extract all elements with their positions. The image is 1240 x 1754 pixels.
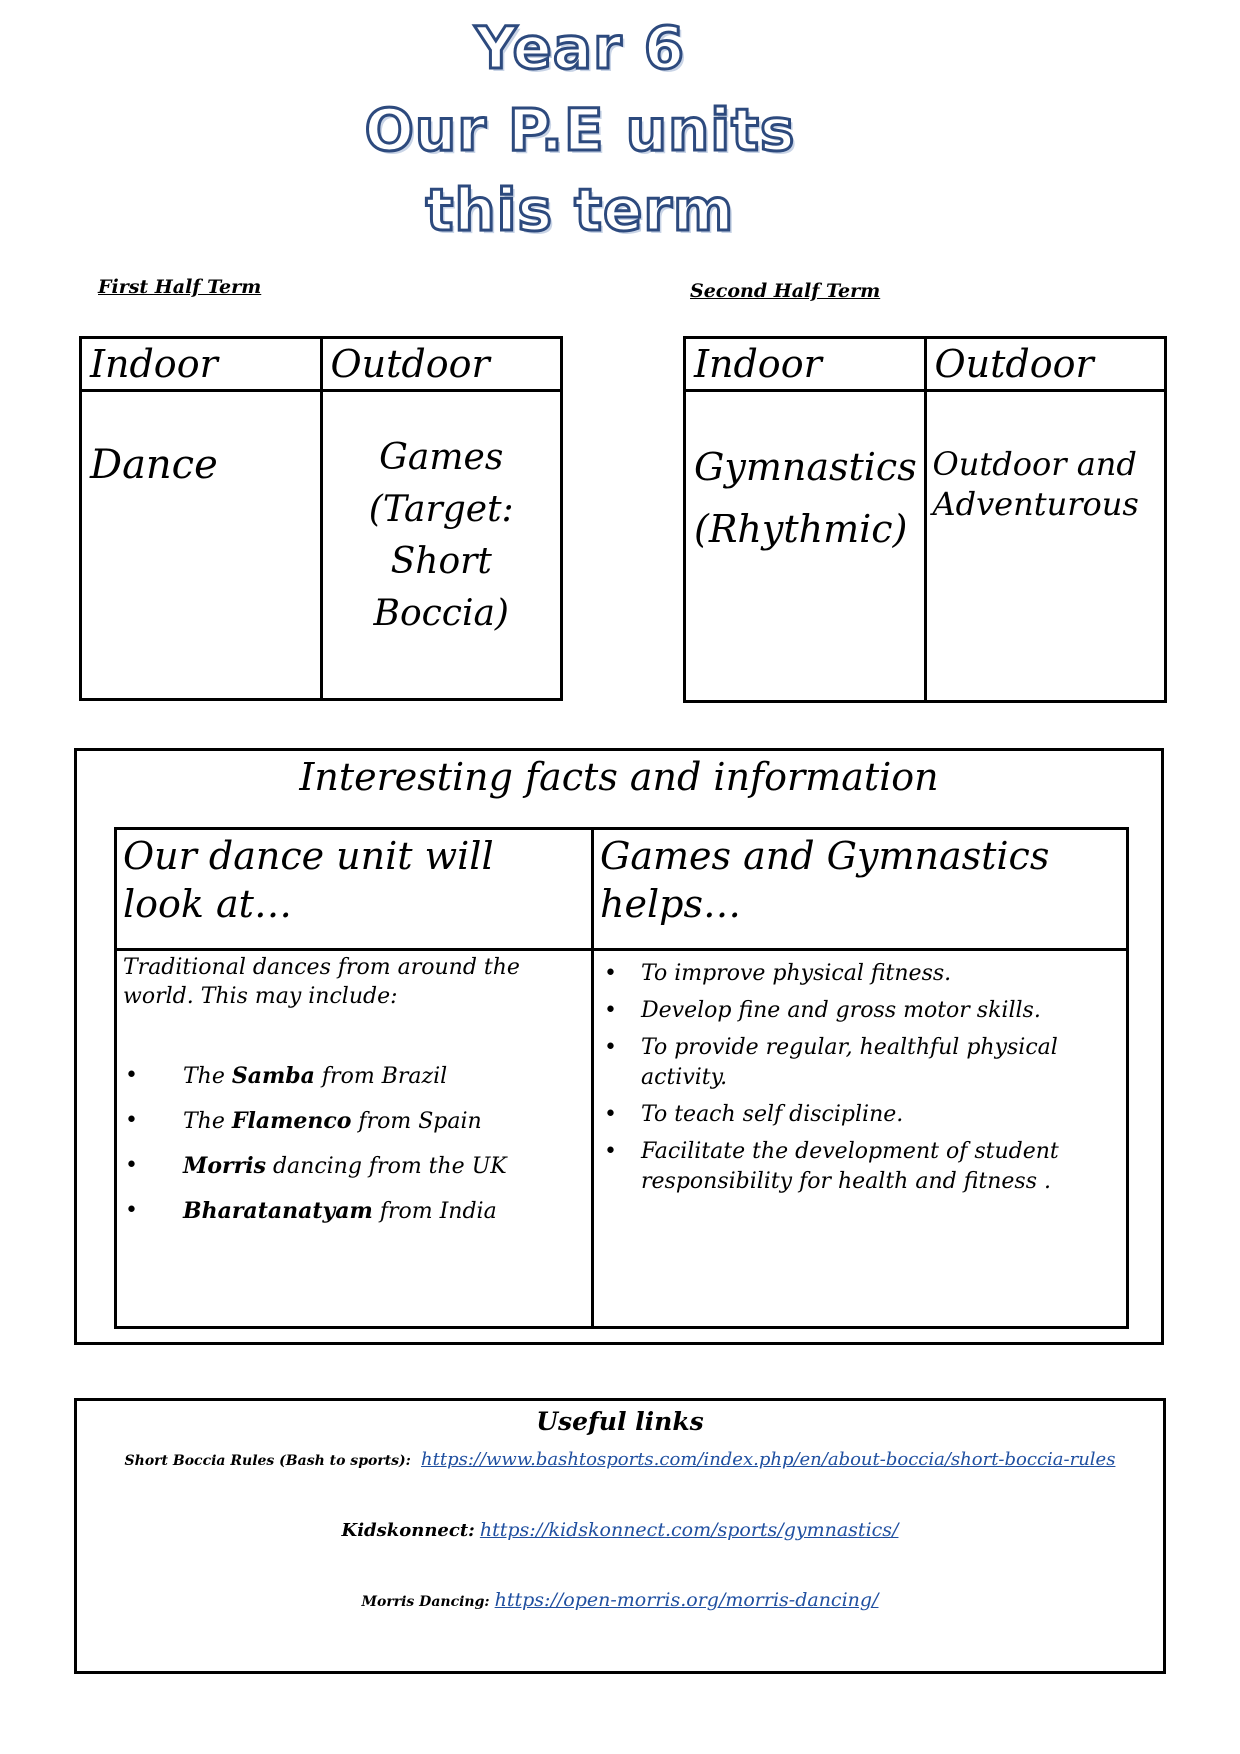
title-line-1: Year 6: [474, 14, 686, 82]
list-item: • Bharatanatyam from India: [123, 1198, 585, 1224]
second-half-term-label: Second Half Term: [690, 280, 881, 302]
first-half-outdoor-line-2: (Target: Short: [368, 489, 514, 582]
facts-box: [74, 748, 1164, 1345]
second-half-outdoor-line-2: Adventurous: [932, 485, 1139, 523]
link-kidskonnect[interactable]: https://kidskonnect.com/sports/gymnastics/: [479, 1519, 899, 1541]
link-boccia[interactable]: https://www.bashtosports.com/index.php/en/about-boccia/short-boccia-rules: [421, 1449, 1116, 1470]
benefits-cell: [593, 950, 1128, 1328]
first-half-outdoor-line-1: Games: [379, 437, 504, 478]
dance-cell: [116, 950, 593, 1328]
link-morris[interactable]: https://open-morris.org/morris-dancing/: [494, 1589, 879, 1611]
first-half-outdoor-line-3: Boccia): [373, 593, 509, 634]
second-half-indoor-header: Indoor: [685, 338, 926, 391]
second-half-indoor-cell: [685, 391, 926, 702]
links-box: [74, 1398, 1166, 1674]
second-half-indoor-line-2: (Rhythmic): [694, 507, 908, 551]
games-heading: Games and Gymnastics helps…: [593, 829, 1128, 950]
link-label-kidskonnect: Kidskonnect:: [341, 1520, 475, 1541]
second-half-outdoor-line-1: Outdoor and: [932, 445, 1137, 483]
link-label-morris: Morris Dancing:: [361, 1594, 490, 1610]
second-half-indoor-line-1: Gymnastics: [694, 445, 917, 489]
facts-title: Interesting facts and information: [299, 755, 939, 799]
first-half-indoor-activity: Dance: [90, 442, 218, 488]
link-row-boccia: [77, 1449, 1163, 1470]
title-line-2: Our P.E units: [364, 96, 796, 164]
second-half-outdoor-header: Outdoor: [925, 338, 1166, 391]
list-item: • To teach self discipline.: [600, 1100, 1120, 1130]
dance-list: [123, 1063, 585, 1224]
list-item: • The Samba from Brazil: [123, 1063, 585, 1089]
dance-intro: Traditional dances from around the world. This may include:: [123, 955, 520, 1009]
list-item: • To improve physical fitness.: [600, 959, 1120, 989]
first-half-indoor-header: Indoor: [81, 338, 322, 391]
links-title: Useful links: [536, 1407, 704, 1436]
link-row-morris: [77, 1589, 1163, 1611]
first-half-term-label: First Half Term: [98, 276, 262, 298]
first-half-indoor-cell: [81, 391, 322, 700]
first-half-outdoor-header: Outdoor: [321, 338, 562, 391]
link-label-boccia: Short Boccia Rules (Bash to sports):: [124, 1453, 411, 1469]
second-half-outdoor-cell: [925, 391, 1166, 702]
first-half-outdoor-cell: [321, 391, 562, 700]
second-half-table: [683, 336, 1167, 703]
list-item: • Facilitate the development of student responsibility for health and fitness .: [600, 1137, 1120, 1197]
title-line-3: this term: [425, 176, 735, 244]
first-half-table: [79, 336, 563, 701]
link-row-kidskonnect: [77, 1519, 1163, 1541]
facts-table: [114, 827, 1129, 1329]
dance-heading: Our dance unit will look at…: [116, 829, 593, 950]
benefits-list: [600, 959, 1120, 1197]
list-item: • The Flamenco from Spain: [123, 1108, 585, 1134]
list-item: • To provide regular, healthful physical activity.: [600, 1033, 1120, 1093]
list-item: • Morris dancing from the UK: [123, 1153, 585, 1179]
list-item: • Develop fine and gross motor skills.: [600, 996, 1120, 1026]
